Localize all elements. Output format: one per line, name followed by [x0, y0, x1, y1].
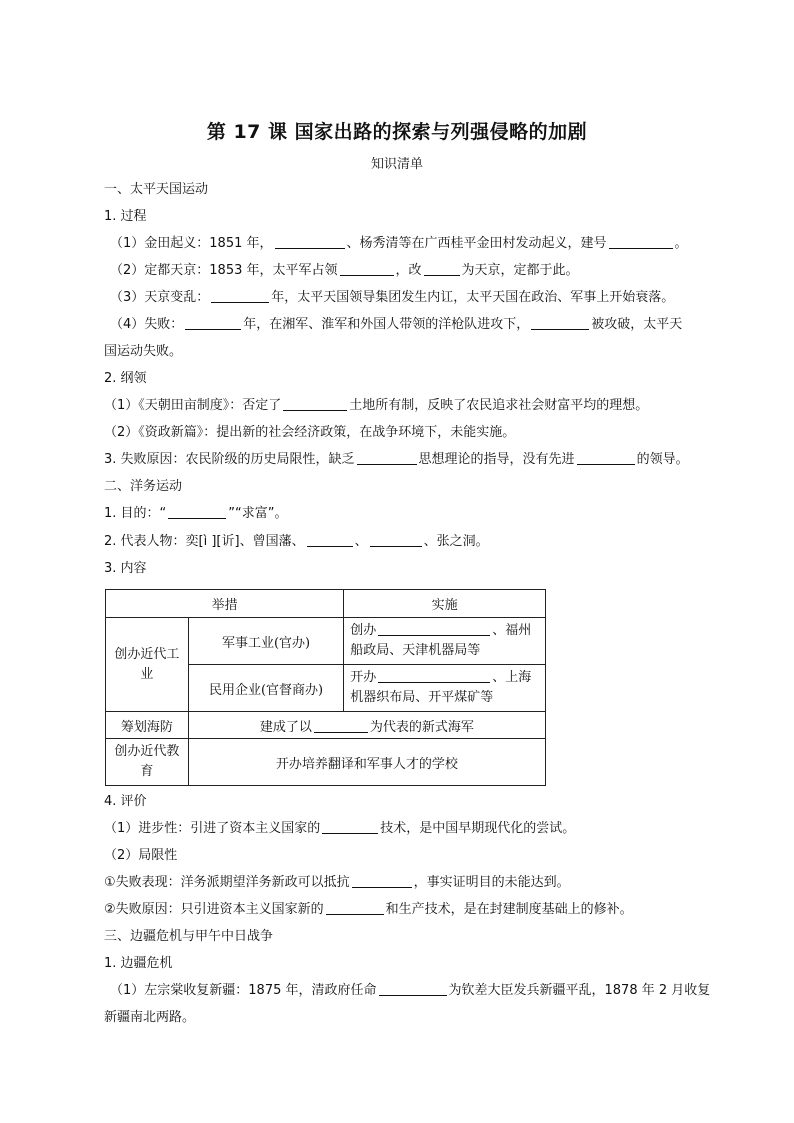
measures-table — [105, 589, 546, 786]
fill-blank — [185, 315, 241, 330]
item-representatives: 2. 代表人物：奕[ì ][䜣]、曾国藩、 、 、张之洞。 — [104, 534, 489, 549]
table-cell-military-detail: 创办 、福州船政局、天津机器局等 — [344, 618, 546, 665]
item-failure-cont: 国运动失败。 — [104, 344, 183, 359]
fill-blank — [211, 288, 269, 303]
fill-blank — [424, 261, 460, 276]
item-failure: （4）失败： 年，在湘军、淮军和外国人带领的洋枪队进攻下， 被攻破，太平天 — [110, 317, 683, 332]
table-cell-education-detail: 开办培养翻译和军事人才的学校 — [188, 739, 545, 786]
fill-blank — [352, 873, 412, 888]
item-tianjing-incident: （3）天京变乱： 年，太平天国领导集团发生内讧，太平天国在政治、军事上开始衰落。 — [110, 290, 675, 305]
table-cell-civil-detail: 开办 、上海机器织布局、开平煤矿等 — [344, 665, 546, 712]
item-failure-reasons: 3. 失败原因：农民阶级的历史局限性，缺乏 思想理论的指导，没有先进 的领导。 — [104, 452, 689, 467]
fill-blank — [577, 450, 635, 465]
table-header-measures: 举措 — [106, 590, 344, 618]
table-header-implementation: 实施 — [344, 590, 546, 618]
fill-blank — [326, 900, 384, 915]
fill-blank — [609, 234, 673, 249]
fill-blank — [307, 532, 353, 547]
fill-blank — [379, 981, 447, 996]
fill-blank — [531, 315, 589, 330]
subheading-evaluation: 4. 评价 — [104, 794, 147, 809]
item-failure-manifest: ①失败表现：洋务派期望洋务新政可以抵抗 ，事实证明目的未能达到。 — [104, 875, 570, 890]
fill-blank — [314, 718, 368, 733]
section-heading-frontier: 三、边疆危机与甲午中日战争 — [104, 929, 274, 944]
item-limitations: （2）局限性 — [104, 848, 178, 863]
table-cell-civil-enterprise: 民用企业(官督商办) — [188, 665, 344, 712]
section-heading-westernization: 二、洋务运动 — [104, 479, 183, 494]
fill-blank — [378, 668, 490, 683]
table-group-industry: 创办近代工业 — [106, 618, 189, 712]
subheading-content: 3. 内容 — [104, 561, 147, 576]
item-capital-tianjing: （2）定都天京：1853 年，太平军占领 ，改 为天京，定都于此。 — [110, 263, 579, 278]
item-new-treatise: （2）《资政新篇》：提出新的社会经济政策，在战争环境下，未能实施。 — [104, 425, 516, 440]
item-xinjiang-recovery: （1）左宗棠收复新疆：1875 年，清政府任命 为钦差大臣发兵新疆平乱，1878 年 2 月收复 — [110, 983, 711, 998]
item-land-system: （1）《天朝田亩制度》：否定了 土地所有制，反映了农民追求社会财富平均的理想。 — [104, 398, 649, 413]
fill-blank — [370, 532, 422, 547]
table-cell-military-industry: 军事工业(官办) — [188, 618, 344, 665]
page-subtitle: 知识清单 — [370, 157, 423, 172]
item-progressiveness: （1）进步性：引进了资本主义国家的 技术，是中国早期现代化的尝试。 — [104, 821, 576, 836]
subheading-program: 2. 纲领 — [104, 371, 147, 386]
item-failure-cause: ②失败原因：只引进资本主义国家新的 和生产技术，是在封建制度基础上的修补。 — [104, 902, 633, 917]
item-jintian-uprising: （1）金田起义：1851 年， 、杨秀清等在广西桂平金田村发动起义，建号 。 — [110, 236, 688, 251]
fill-blank — [168, 504, 226, 519]
section-heading-taiping: 一、太平天国运动 — [104, 182, 209, 197]
fill-blank — [340, 261, 394, 276]
subheading-frontier-crisis: 1. 边疆危机 — [104, 956, 173, 971]
table-cell-coastal-defense: 筹划海防 — [106, 712, 189, 739]
page-title: 第 17 课 国家出路的探索与列强侵略的加剧 — [206, 121, 588, 143]
item-xinjiang-cont: 新疆南北两路。 — [104, 1010, 196, 1025]
fill-blank — [283, 396, 347, 411]
fill-blank — [275, 234, 345, 249]
subheading-process: 1. 过程 — [104, 209, 147, 224]
table-cell-navy-detail: 建成了以 为代表的新式海军 — [188, 712, 545, 739]
fill-blank — [322, 819, 378, 834]
fill-blank — [357, 450, 417, 465]
item-purpose: 1. 目的：“ ”“求富”。 — [104, 506, 288, 521]
table-cell-education: 创办近代教育 — [106, 739, 189, 786]
fill-blank — [378, 621, 490, 636]
